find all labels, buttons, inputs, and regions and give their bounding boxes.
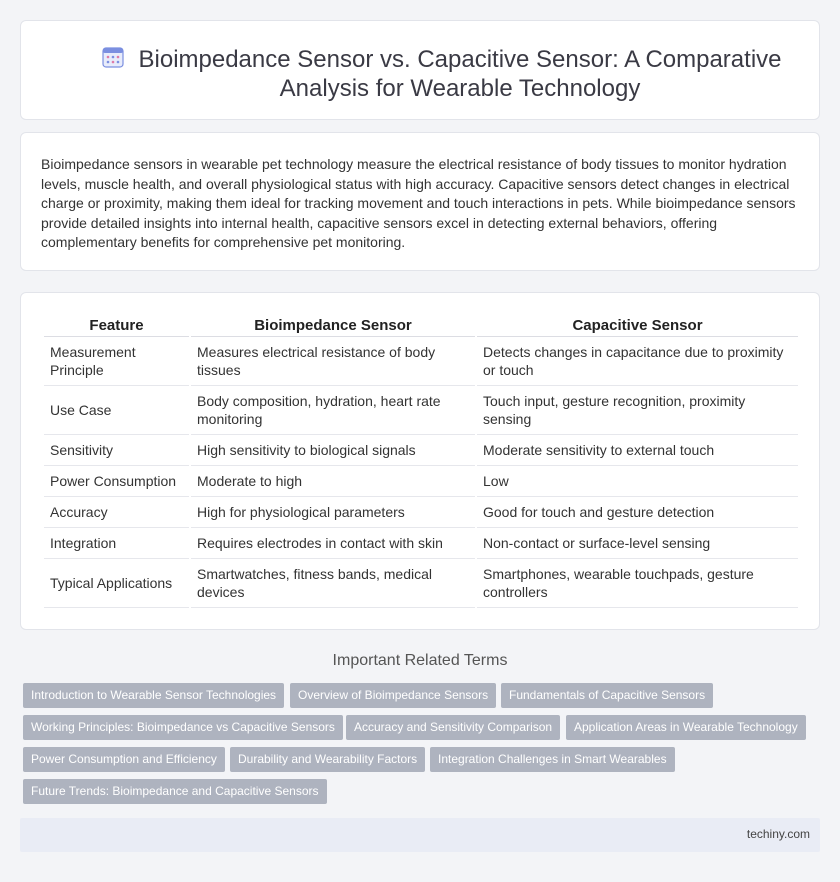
table-row bbox=[44, 559, 798, 608]
feature-cell: Accuracy bbox=[44, 497, 189, 528]
table-row bbox=[44, 386, 798, 435]
title-card bbox=[20, 20, 820, 120]
table-header-row bbox=[44, 317, 798, 337]
related-tag[interactable]: Application Areas in Wearable Technology bbox=[566, 715, 806, 740]
related-tag[interactable]: Future Trends: Bioimpedance and Capacitive Sensors bbox=[23, 779, 327, 804]
footer bbox=[20, 818, 820, 852]
related-tag[interactable]: Introduction to Wearable Sensor Technologies bbox=[23, 683, 284, 708]
bioimpedance-cell: Requires electrodes in contact with skin bbox=[191, 528, 475, 559]
capacitive-cell: Good for touch and gesture detection bbox=[477, 497, 798, 528]
calendar-grid-icon bbox=[101, 45, 125, 69]
capacitive-cell: Moderate sensitivity to external touch bbox=[477, 435, 798, 466]
related-tag[interactable]: Durability and Wearability Factors bbox=[230, 747, 425, 772]
table-row bbox=[44, 466, 798, 497]
intro-card bbox=[20, 132, 820, 271]
bioimpedance-cell: Smartwatches, fitness bands, medical devices bbox=[191, 559, 475, 608]
page-title: Bioimpedance Sensor vs. Capacitive Sensor: A Comparative Analysis for Wearable Technology bbox=[138, 46, 782, 102]
feature-cell: Typical Applications bbox=[44, 559, 189, 608]
feature-cell: Integration bbox=[44, 528, 189, 559]
related-tag[interactable]: Working Principles: Bioimpedance vs Capacitive Sensors bbox=[23, 715, 343, 740]
related-tag[interactable]: Power Consumption and Efficiency bbox=[23, 747, 225, 772]
capacitive-cell: Non-contact or surface-level sensing bbox=[477, 528, 798, 559]
header-feature: Feature bbox=[44, 317, 189, 337]
related-terms-heading: Important Related Terms bbox=[332, 652, 508, 669]
feature-cell: Measurement Principle bbox=[44, 337, 189, 386]
related-tag[interactable]: Fundamentals of Capacitive Sensors bbox=[501, 683, 713, 708]
bioimpedance-cell: High for physiological parameters bbox=[191, 497, 475, 528]
feature-cell: Use Case bbox=[44, 386, 189, 435]
header-bioimpedance: Bioimpedance Sensor bbox=[191, 317, 475, 337]
table-row bbox=[44, 497, 798, 528]
related-tag[interactable]: Overview of Bioimpedance Sensors bbox=[290, 683, 496, 708]
bioimpedance-cell: High sensitivity to biological signals bbox=[191, 435, 475, 466]
capacitive-cell: Smartphones, wearable touchpads, gesture controllers bbox=[477, 559, 798, 608]
capacitive-cell: Touch input, gesture recognition, proximity sensing bbox=[477, 386, 798, 435]
related-tag[interactable]: Integration Challenges in Smart Wearables bbox=[430, 747, 675, 772]
comparison-table-card bbox=[20, 292, 820, 630]
comparison-table bbox=[42, 317, 800, 608]
header-capacitive: Capacitive Sensor bbox=[477, 317, 798, 337]
table-row bbox=[44, 337, 798, 386]
bioimpedance-cell: Moderate to high bbox=[191, 466, 475, 497]
footer-site-link[interactable]: techiny.com bbox=[746, 827, 810, 841]
feature-cell: Power Consumption bbox=[44, 466, 189, 497]
capacitive-cell: Detects changes in capacitance due to proximity or touch bbox=[477, 337, 798, 386]
bioimpedance-cell: Body composition, hydration, heart rate monitoring bbox=[191, 386, 475, 435]
related-tag[interactable]: Accuracy and Sensitivity Comparison bbox=[346, 715, 560, 740]
bioimpedance-cell: Measures electrical resistance of body tissues bbox=[191, 337, 475, 386]
table-row bbox=[44, 528, 798, 559]
table-row bbox=[44, 435, 798, 466]
capacitive-cell: Low bbox=[477, 466, 798, 497]
intro-paragraph: Bioimpedance sensors in wearable pet technology measure the electrical resistance of body tissues to monitor hydration levels, muscle health, and overall physiological status with high accuracy. Capacitive sensors detect changes in electrical charge or proximity, making them ideal for tracking movement and touch interactions in pets. While bioimpedance sensors provide detailed insights into internal health, capacitive sensors excel in detecting external behaviors, offering complementary benefits for comprehensive pet monitoring. bbox=[41, 156, 796, 250]
feature-cell: Sensitivity bbox=[44, 435, 189, 466]
